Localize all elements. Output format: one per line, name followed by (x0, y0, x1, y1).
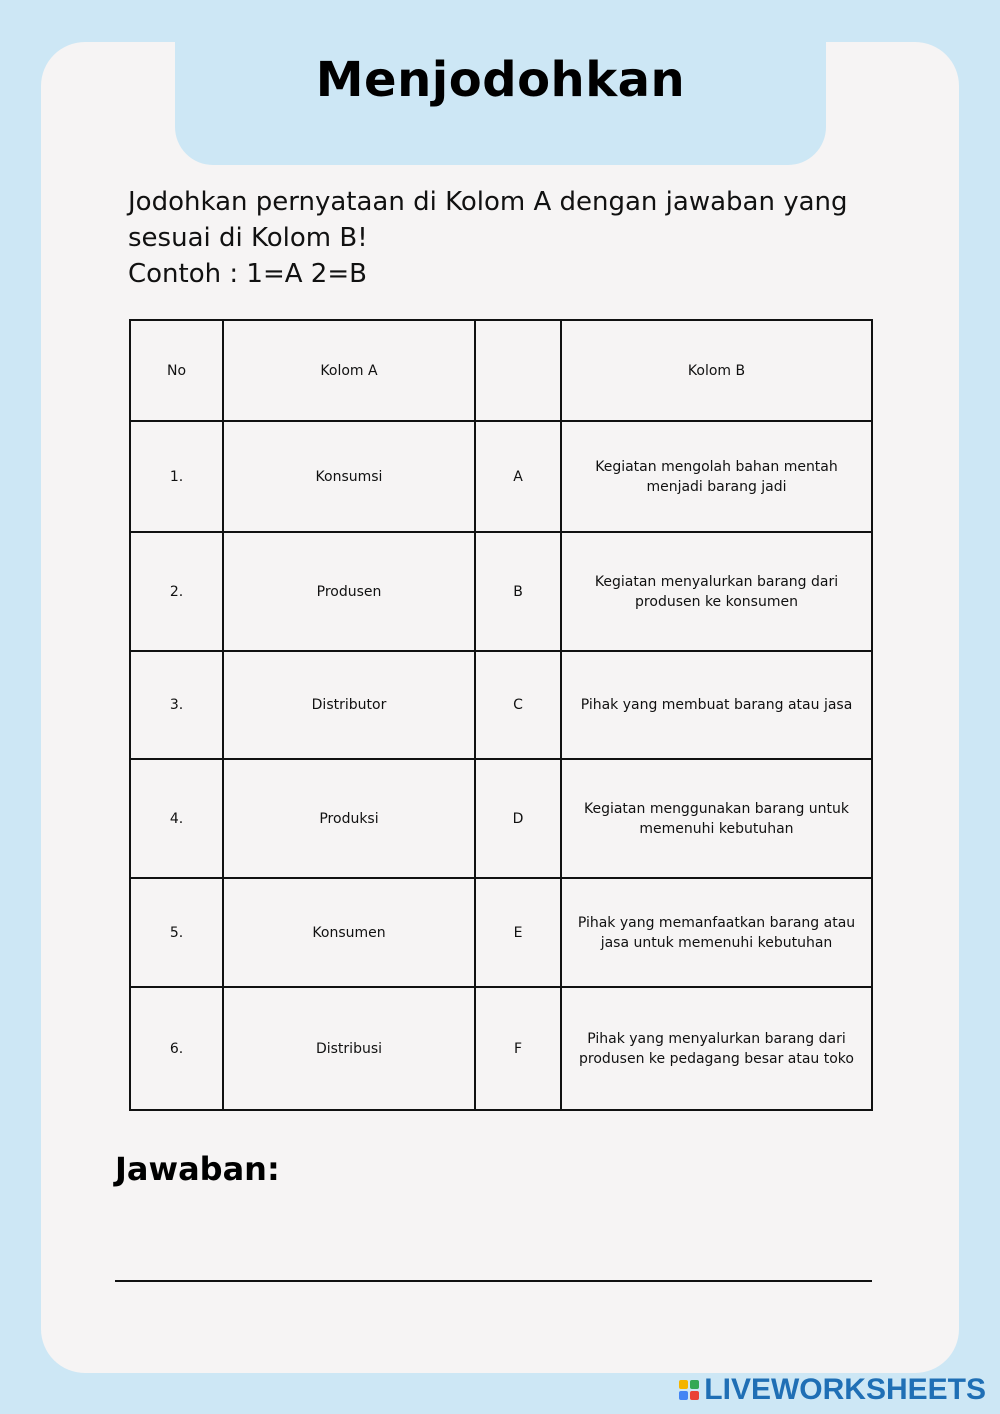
row-no: 2. (130, 532, 223, 651)
row-kolom-b[interactable]: Kegiatan menyalurkan barang dari produsen ke konsumen (561, 532, 872, 651)
header-no: No (130, 320, 223, 421)
row-no: 5. (130, 878, 223, 987)
instruction-example: Contoh : 1=A 2=B (128, 259, 367, 289)
table-header-row (130, 320, 872, 421)
row-kolom-a[interactable]: Konsumen (223, 878, 475, 987)
row-no: 1. (130, 421, 223, 532)
row-letter: F (475, 987, 561, 1110)
liveworksheets-logo-icon (679, 1380, 699, 1400)
table-row (130, 532, 872, 651)
page-title: Menjodohkan (315, 52, 686, 108)
table-row (130, 651, 872, 759)
instructions (128, 184, 888, 292)
row-kolom-b[interactable]: Pihak yang menyalurkan barang dari produsen ke pedagang besar atau toko (561, 987, 872, 1110)
row-kolom-b[interactable]: Kegiatan menggunakan barang untuk memenuhi kebutuhan (561, 759, 872, 878)
row-letter: E (475, 878, 561, 987)
table-row (130, 878, 872, 987)
row-letter: B (475, 532, 561, 651)
row-no: 6. (130, 987, 223, 1110)
row-letter: A (475, 421, 561, 532)
row-kolom-b[interactable]: Pihak yang membuat barang atau jasa (561, 651, 872, 759)
row-kolom-a[interactable]: Produksi (223, 759, 475, 878)
table-row (130, 421, 872, 532)
table-row (130, 987, 872, 1110)
row-kolom-a[interactable]: Konsumsi (223, 421, 475, 532)
row-kolom-a[interactable]: Produsen (223, 532, 475, 651)
instruction-line-1: Jodohkan pernyataan di Kolom A dengan jawaban yang (128, 187, 848, 217)
row-no: 3. (130, 651, 223, 759)
instruction-line-2: sesuai di Kolom B! (128, 223, 368, 253)
row-no: 4. (130, 759, 223, 878)
row-letter: D (475, 759, 561, 878)
answer-label: Jawaban: (115, 1150, 280, 1188)
row-kolom-b[interactable]: Pihak yang memanfaatkan barang atau jasa untuk memenuhi kebutuhan (561, 878, 872, 987)
row-kolom-a[interactable]: Distribusi (223, 987, 475, 1110)
liveworksheets-brand (679, 1373, 986, 1407)
brand-name: LIVEWORKSHEETS (704, 1373, 986, 1406)
answer-input-line[interactable] (115, 1280, 872, 1282)
row-kolom-b[interactable]: Kegiatan mengolah bahan mentah menjadi barang jadi (561, 421, 872, 532)
row-letter: C (475, 651, 561, 759)
table-row (130, 759, 872, 878)
matching-table (129, 319, 873, 1111)
header-kolom-a: Kolom A (223, 320, 475, 421)
row-kolom-a[interactable]: Distributor (223, 651, 475, 759)
header-kolom-b: Kolom B (561, 320, 872, 421)
header-letter (475, 320, 561, 421)
